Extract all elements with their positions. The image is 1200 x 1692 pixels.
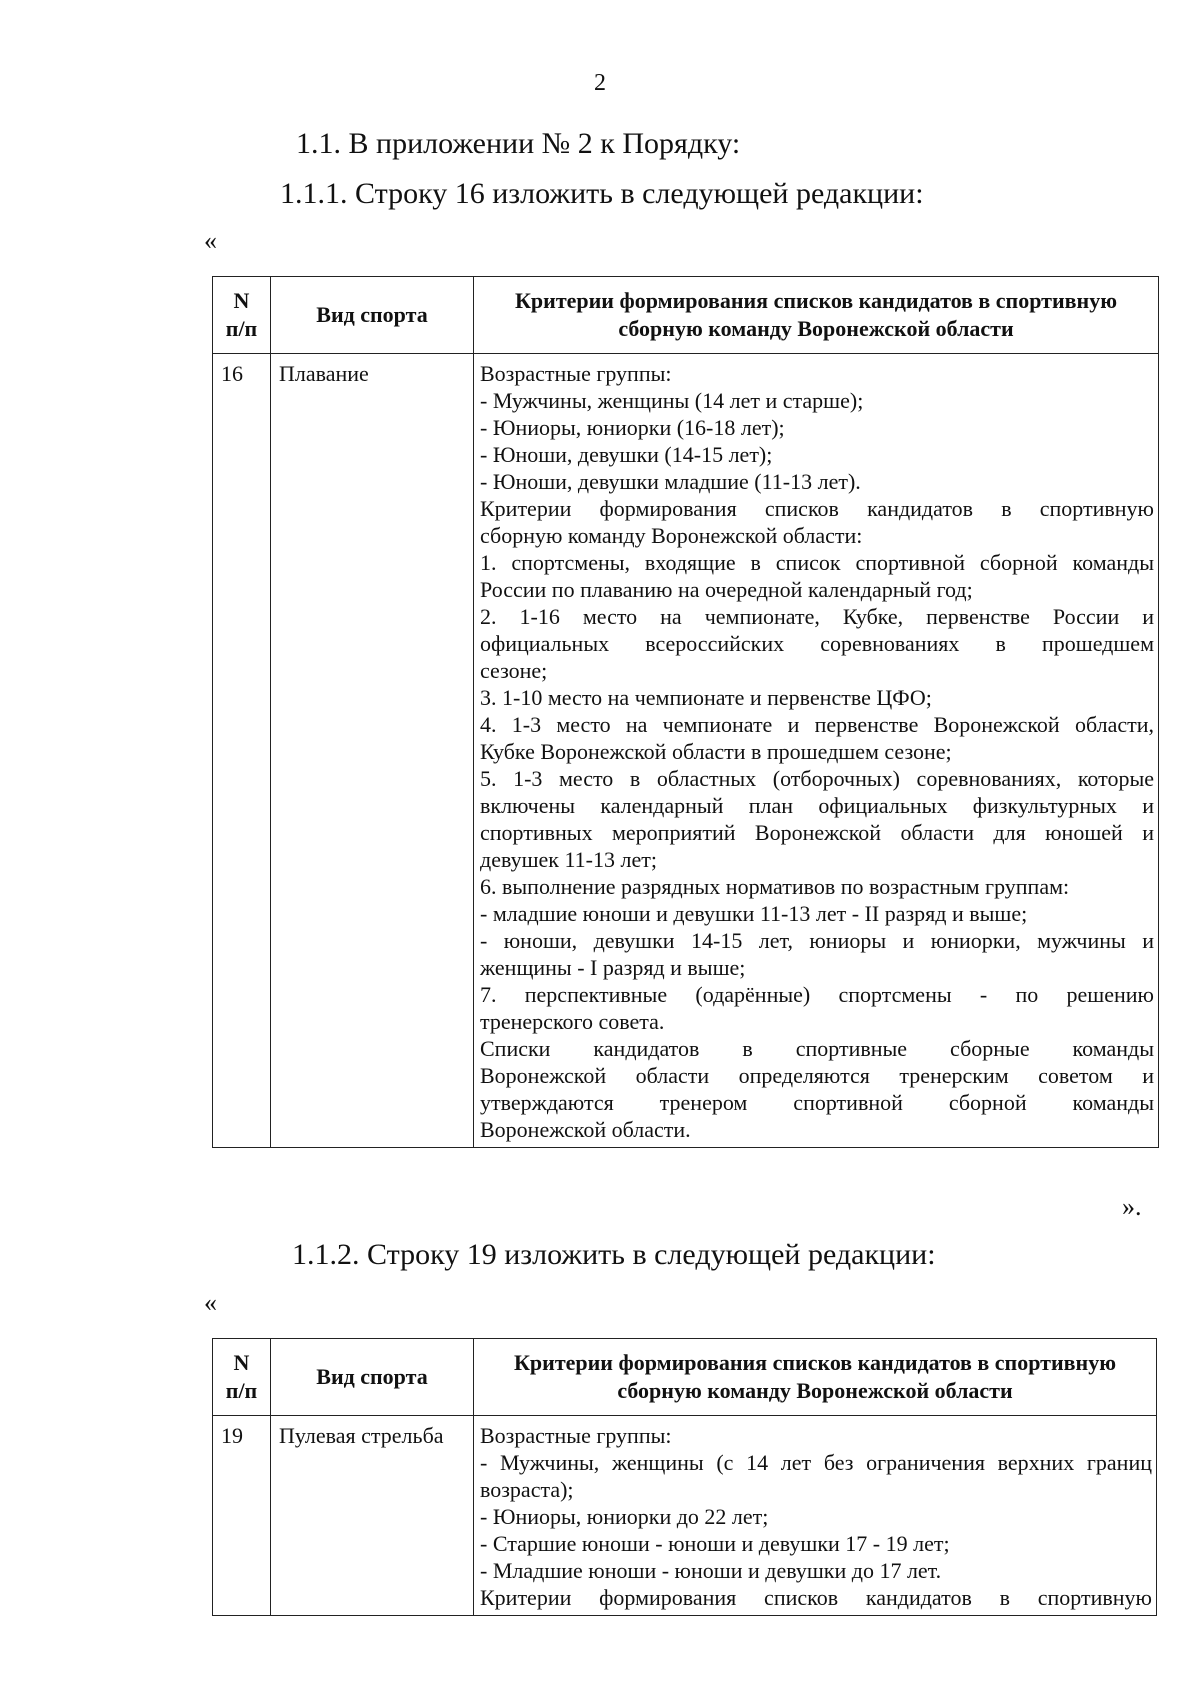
criteria-line: сезоне; (480, 658, 548, 683)
criteria-line: - Юноши, девушки (14-15 лет); (480, 442, 773, 467)
criteria-line: Списки кандидатов в спортивные сборные команды (480, 1036, 1154, 1061)
criteria-line: - младшие юноши и девушки 11-13 лет - II разряд и выше; (480, 901, 1028, 926)
criteria-line: утверждаются тренером спортивной сборной команды (480, 1090, 1154, 1115)
open-quote-2: « (204, 1288, 217, 1317)
criteria-line: Критерии формирования списков кандидатов в спортивную (480, 496, 1154, 521)
row-criteria (474, 354, 1159, 1148)
criteria-line: 2. 1-16 место на чемпионате, Кубке, первенстве России и (480, 604, 1154, 629)
criteria-line: 7. перспективные (одарённые) спортсмены - по решению (480, 982, 1154, 1007)
header-criteria (474, 277, 1159, 354)
criteria-table-row16 (212, 276, 1159, 1148)
criteria-line: 5. 1-3 место в областных (отборочных) соревнованиях, которые (480, 766, 1154, 791)
criteria-line: тренерского совета. (480, 1009, 665, 1034)
header-sport: Вид спорта (271, 1339, 474, 1416)
header-number-line2: п/п (225, 316, 258, 341)
criteria-line: 1. спортсмены, входящие в список спортивной сборной команды (480, 550, 1154, 575)
criteria-line: - юноши, девушки 14-15 лет, юниоры и юниорки, мужчины и (480, 928, 1154, 953)
row-number: 16 (213, 354, 271, 1148)
section-1-1-1-heading: 1.1.1. Строку 16 изложить в следующей редакции: (280, 177, 924, 210)
criteria-line: сборную команду Воронежской области: (480, 523, 863, 548)
row-criteria (474, 1416, 1157, 1616)
criteria-line: - Юниоры, юниорки до 22 лет; (480, 1504, 769, 1529)
criteria-line: 4. 1-3 место на чемпионате и первенстве Воронежской области, (480, 712, 1154, 737)
criteria-line: девушек 11-13 лет; (480, 847, 657, 872)
criteria-line: - Юниоры, юниорки (16-18 лет); (480, 415, 785, 440)
criteria-line: Возрастные группы: (480, 361, 672, 386)
table-header-row (213, 277, 1159, 354)
criteria-line: Кубке Воронежской области в прошедшем сезоне; (480, 739, 952, 764)
criteria-line: - Мужчины, женщины (с 14 лет без ограничения верхних границ (480, 1450, 1152, 1475)
header-criteria-line2: сборную команду Воронежской области (617, 1378, 1013, 1403)
criteria-line: - Юноши, девушки младшие (11-13 лет). (480, 469, 861, 494)
row-sport: Плавание (271, 354, 474, 1148)
criteria-line: возраста); (480, 1477, 574, 1502)
table-header-row (213, 1339, 1157, 1416)
header-number-line1: N (233, 1350, 250, 1375)
criteria-line: включены календарный план официальных физкультурных и (480, 793, 1154, 818)
header-criteria-line1: Критерии формирования списков кандидатов в спортивную (513, 1350, 1117, 1375)
criteria-line: - Старшие юноши - юноши и девушки 17 - 19 лет; (480, 1531, 950, 1556)
criteria-line: 6. выполнение разрядных нормативов по возрастным группам: (480, 874, 1070, 899)
page-number: 2 (594, 70, 606, 96)
criteria-line: Возрастные группы: (480, 1423, 672, 1448)
open-quote: « (204, 226, 217, 255)
criteria-line: - Мужчины, женщины (14 лет и старше); (480, 388, 864, 413)
header-number (213, 277, 271, 354)
header-number-line2: п/п (225, 1378, 258, 1403)
criteria-line: женщины - I разряд и выше; (480, 955, 746, 980)
criteria-line: Воронежской области определяются тренерским советом и (480, 1063, 1154, 1088)
table-row (213, 1416, 1157, 1616)
criteria-line: 3. 1-10 место на чемпионате и первенстве ЦФО; (480, 685, 932, 710)
row-sport: Пулевая стрельба (271, 1416, 474, 1616)
header-criteria-line1: Критерии формирования списков кандидатов в спортивную (514, 288, 1118, 313)
row-number: 19 (213, 1416, 271, 1616)
criteria-line: спортивных мероприятий Воронежской области для юношей и (480, 820, 1154, 845)
section-1-1-heading: 1.1. В приложении № 2 к Порядку: (296, 127, 741, 160)
criteria-line: России по плаванию на очередной календарный год; (480, 577, 973, 602)
criteria-line: Критерии формирования списков кандидатов в спортивную (480, 1585, 1152, 1610)
criteria-line: официальных всероссийских соревнованиях в прошедшем (480, 631, 1154, 656)
table-row (213, 354, 1159, 1148)
close-quote: ». (1122, 1192, 1142, 1221)
header-criteria-line2: сборную команду Воронежской области (618, 316, 1014, 341)
header-number (213, 1339, 271, 1416)
header-criteria (474, 1339, 1157, 1416)
header-number-line1: N (233, 288, 250, 313)
criteria-line: Воронежской области. (480, 1117, 691, 1142)
section-1-1-2-heading: 1.1.2. Строку 19 изложить в следующей редакции: (292, 1238, 936, 1271)
criteria-line: - Младшие юноши - юноши и девушки до 17 лет. (480, 1558, 942, 1583)
header-sport: Вид спорта (271, 277, 474, 354)
criteria-table-row19 (212, 1338, 1157, 1616)
